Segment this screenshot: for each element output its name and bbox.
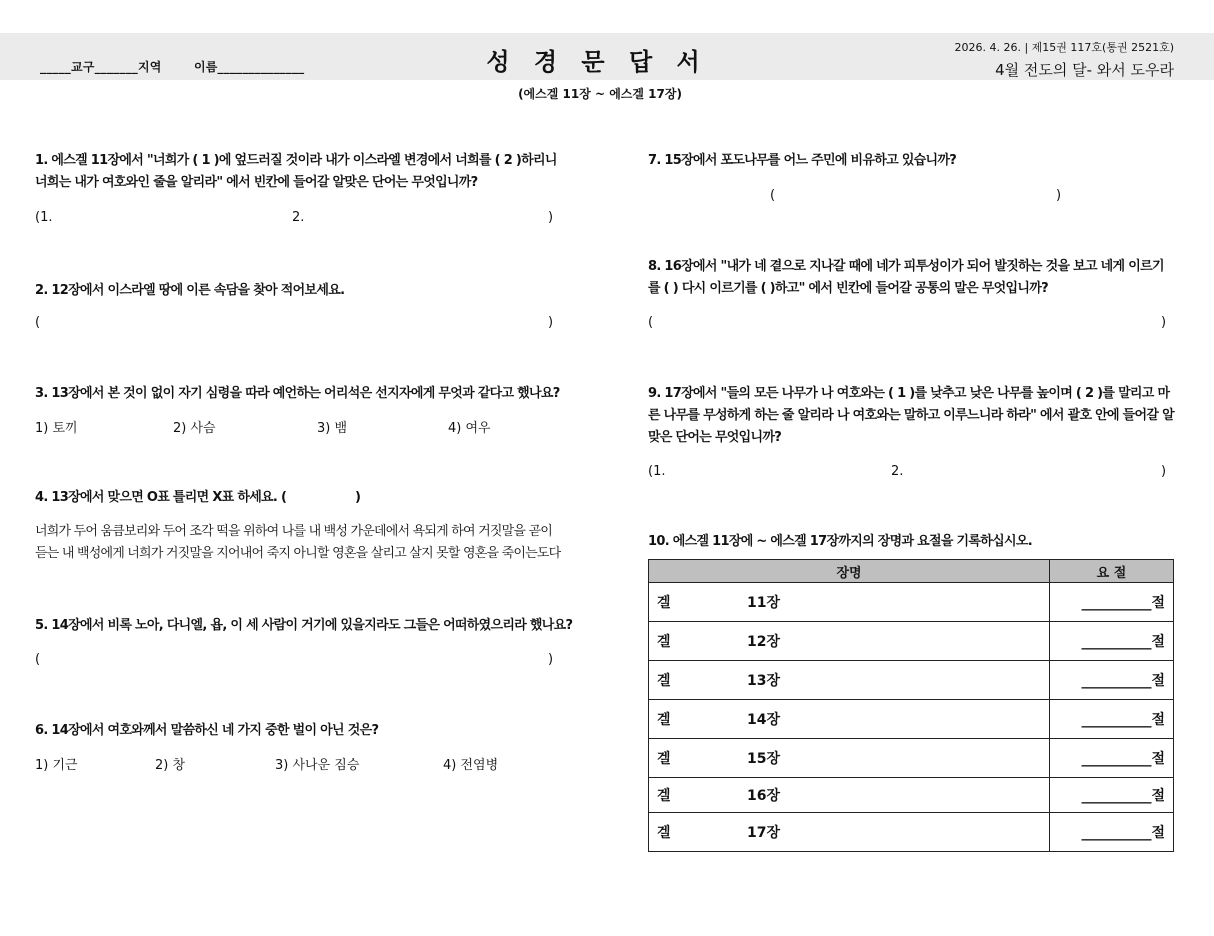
question-7: 7. 15장에서 포도나무를 어느 주민에 비유하고 있습니까? bbox=[648, 153, 957, 168]
row-book: 겔 bbox=[657, 634, 671, 650]
question-5: 5. 14장에서 비록 노아, 다니엘, 욥, 이 세 사람이 거기에 있을지라도 그들은 어떠하였으리라 했나요? bbox=[35, 618, 573, 633]
option-6-2[interactable]: 2) 창 bbox=[155, 758, 186, 773]
row-chapter: 16장 bbox=[747, 788, 781, 804]
row-chapter: 12장 bbox=[747, 634, 781, 650]
answer-5-open: ( bbox=[35, 652, 41, 667]
table-row bbox=[649, 813, 1174, 852]
table-header-chapter: 장명 bbox=[649, 560, 1050, 583]
question-3: 3. 13장에서 본 것이 없이 자기 심령을 따라 예언하는 어리석은 선지자에게 무엇과 같다고 했나요? bbox=[35, 386, 560, 401]
row-verse-blank[interactable]: __________절 bbox=[1050, 813, 1174, 852]
row-book: 겔 bbox=[657, 712, 671, 728]
answer-7-open: ( bbox=[770, 188, 776, 203]
row-book: 겔 bbox=[657, 788, 671, 804]
answer-8-open: ( bbox=[648, 315, 654, 330]
question-10: 10. 에스겔 11장에 ~ 에스겔 17장까지의 장명과 요절을 기록하십시오. bbox=[648, 534, 1032, 549]
row-chapter: 14장 bbox=[747, 712, 781, 728]
name-field[interactable]: 이름______________ bbox=[193, 60, 305, 74]
table-row bbox=[649, 622, 1174, 661]
option-3-3[interactable]: 3) 뱀 bbox=[317, 421, 348, 436]
options-3 bbox=[35, 419, 555, 439]
question-8: 8. 16장에서 "내가 네 곁으로 지나갈 때에 네가 피투성이가 되어 발짓하는 것을 보고 네게 이르기를 ( ) 다시 이르기를 ( )하고" 에서 빈칸에 들어갈 공통의 말은 무엇입니까? bbox=[648, 259, 1164, 296]
question-2: 2. 12장에서 이스라엘 땅에 이른 속담을 찾아 적어보세요. bbox=[35, 283, 345, 298]
question-4-passage: 너희가 두어 움큼보리와 두어 조각 떡을 위하여 나를 내 백성 가운데에서 욕되게 하여 거짓말을 곧이 듣는 내 백성에게 너희가 거짓말을 지어내어 죽지 아니할 영혼을 살리고 살지 못할 영혼을 죽이는도다 bbox=[35, 524, 561, 561]
option-3-1[interactable]: 1) 토끼 bbox=[35, 421, 78, 436]
row-verse-blank[interactable]: __________절 bbox=[1050, 739, 1174, 778]
answer-9[interactable] bbox=[648, 462, 1174, 482]
answer-2-open: ( bbox=[35, 315, 41, 330]
answer-9-open: (1. bbox=[648, 464, 666, 479]
answer-1-open: (1. bbox=[35, 210, 53, 225]
table-row bbox=[649, 700, 1174, 739]
answer-8[interactable] bbox=[648, 313, 1174, 333]
question-1: 1. 에스겔 11장에서 "너희가 ( 1 )에 엎드러질 것이라 내가 이스라엘 변경에서 너희를 ( 2 )하리니 너희는 내가 여호와인 줄을 알리라" 에서 빈칸에 들어갈 알맞은 단어는 무엇입니까? bbox=[35, 153, 557, 190]
row-verse-blank[interactable]: __________절 bbox=[1050, 700, 1174, 739]
answer-7-close: ) bbox=[1056, 188, 1062, 203]
row-verse-blank[interactable]: __________절 bbox=[1050, 661, 1174, 700]
row-verse-blank[interactable]: __________절 bbox=[1050, 583, 1174, 622]
table-row bbox=[649, 739, 1174, 778]
row-book: 겔 bbox=[657, 595, 671, 611]
row-verse-blank[interactable]: __________절 bbox=[1050, 622, 1174, 661]
option-6-4[interactable]: 4) 전염병 bbox=[443, 758, 499, 773]
answer-1-mid: 2. bbox=[292, 210, 305, 225]
option-6-1[interactable]: 1) 기근 bbox=[35, 758, 78, 773]
options-6 bbox=[35, 756, 555, 776]
option-3-2[interactable]: 2) 사슴 bbox=[173, 421, 216, 436]
table-row bbox=[649, 778, 1174, 813]
table-row bbox=[649, 583, 1174, 622]
issue-info: 2026. 4. 26. | 제15권 117호(통권 2521호) bbox=[954, 41, 1174, 54]
answer-2-close: ) bbox=[548, 315, 554, 330]
page-title: 성 경 문 답 서 bbox=[486, 47, 708, 76]
row-chapter: 15장 bbox=[747, 751, 781, 767]
answer-5-close: ) bbox=[548, 652, 554, 667]
question-4 bbox=[35, 487, 365, 509]
table-header-verse: 요 절 bbox=[1050, 560, 1174, 583]
question-4-text: 4. 13장에서 맞으면 O표 틀리면 X표 하세요. ( bbox=[35, 490, 287, 505]
answer-9-mid: 2. bbox=[891, 464, 904, 479]
question-9: 9. 17장에서 "들의 모든 나무가 나 여호와는 ( 1 )를 낮추고 낮은 나무를 높이며 ( 2 )를 말리고 마른 나무를 무성하게 하는 줄 알리라 나 여호와는 말하고 이루느니라 하라" 에서 괄호 안에 들어갈 알맞은 단어는 무엇입니까? bbox=[648, 386, 1174, 445]
answer-2[interactable] bbox=[35, 313, 555, 333]
question-4-close: ) bbox=[355, 490, 361, 505]
chapter-verse-table bbox=[648, 559, 1174, 852]
row-book: 겔 bbox=[657, 825, 671, 841]
answer-7[interactable] bbox=[648, 186, 1174, 206]
question-6: 6. 14장에서 여호와께서 말씀하신 네 가지 중한 벌이 아닌 것은? bbox=[35, 723, 379, 738]
answer-9-close: ) bbox=[1161, 464, 1167, 479]
answer-5[interactable] bbox=[35, 650, 555, 670]
month-theme: 4월 전도의 달- 와서 도우라 bbox=[995, 61, 1174, 79]
option-3-4[interactable]: 4) 여우 bbox=[448, 421, 491, 436]
row-verse-blank[interactable]: __________절 bbox=[1050, 778, 1174, 813]
answer-1-close: ) bbox=[548, 210, 554, 225]
answer-8-close: ) bbox=[1161, 315, 1167, 330]
row-chapter: 13장 bbox=[747, 673, 781, 689]
option-6-3[interactable]: 3) 사나운 짐승 bbox=[275, 758, 360, 773]
page-subtitle: (에스겔 11장 ~ 에스겔 17장) bbox=[518, 87, 682, 101]
table-row bbox=[649, 661, 1174, 700]
answer-1[interactable] bbox=[35, 208, 555, 228]
row-book: 겔 bbox=[657, 751, 671, 767]
row-chapter: 17장 bbox=[747, 825, 781, 841]
row-chapter: 11장 bbox=[747, 595, 781, 611]
row-book: 겔 bbox=[657, 673, 671, 689]
parish-field[interactable]: _____교구_______지역 bbox=[40, 60, 162, 74]
